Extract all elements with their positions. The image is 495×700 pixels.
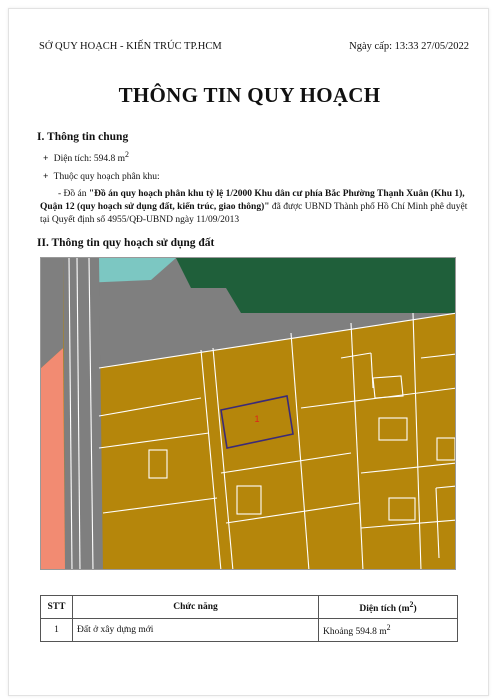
- project-description: [40, 188, 476, 227]
- plus-icon: +: [43, 172, 49, 182]
- header-area-text: Diện tích (m: [359, 604, 410, 615]
- document-header: [39, 41, 469, 52]
- zone-plan-line: [43, 172, 160, 182]
- section-land-use-heading: II. Thông tin quy hoạch sử dụng đất: [37, 237, 215, 249]
- document-page: [8, 8, 489, 696]
- table-row: [41, 619, 458, 642]
- project-prefix: - Đồ án: [58, 189, 89, 199]
- plus-icon: +: [43, 154, 49, 165]
- project-suffix: đã được UBND Thành phố Hồ Chí Minh phê duyệt tại Quyết định số 4955/QĐ-UBND ngày 11/09/2013: [40, 202, 468, 225]
- section-general-heading: I. Thông tin chung: [37, 131, 129, 143]
- area-unit-sup: 2: [125, 150, 129, 159]
- cell-stt: 1: [41, 619, 73, 642]
- salmon-zone: [41, 348, 65, 570]
- project-name: "Đồ án quy hoạch phân khu tỷ lệ 1/2000 Khu dân cư phía Bắc Phường Thạnh Xuân (Khu 1), Quận 12 (quy hoạch sử dụng đất, kiến trúc, giao thông)": [40, 189, 465, 212]
- cell-area: [319, 619, 458, 642]
- planning-map-svg: [41, 258, 456, 570]
- area-label: Diện tích:: [53, 154, 92, 165]
- header-area-sup: 2: [409, 600, 414, 609]
- cell-area-text: Khoảng 594.8 m: [323, 627, 387, 638]
- cell-area-sup: 2: [386, 623, 391, 633]
- zone-plan-label: Thuộc quy hoạch phân khu:: [53, 172, 160, 182]
- area-line: [43, 150, 129, 164]
- document-title: THÔNG TIN QUY HOẠCH: [118, 83, 381, 107]
- header-function: Chức năng: [73, 596, 319, 619]
- header-area: Diện tích $(m^2)$: [319, 596, 458, 619]
- header-stt: STT: [41, 596, 73, 619]
- area-value: 594.8 m: [93, 154, 126, 165]
- parcel-label: 1: [254, 414, 260, 424]
- cell-function: Đất ở xây dựng mới: [73, 619, 319, 642]
- agency-name: SỞ QUY HOẠCH - KIẾN TRÚC TP.HCM: [39, 41, 222, 52]
- land-use-table: [40, 595, 458, 642]
- issue-date: Ngày cấp: 13:33 27/05/2022: [349, 41, 469, 52]
- table-header-row: [41, 596, 458, 619]
- planning-map: [40, 257, 456, 570]
